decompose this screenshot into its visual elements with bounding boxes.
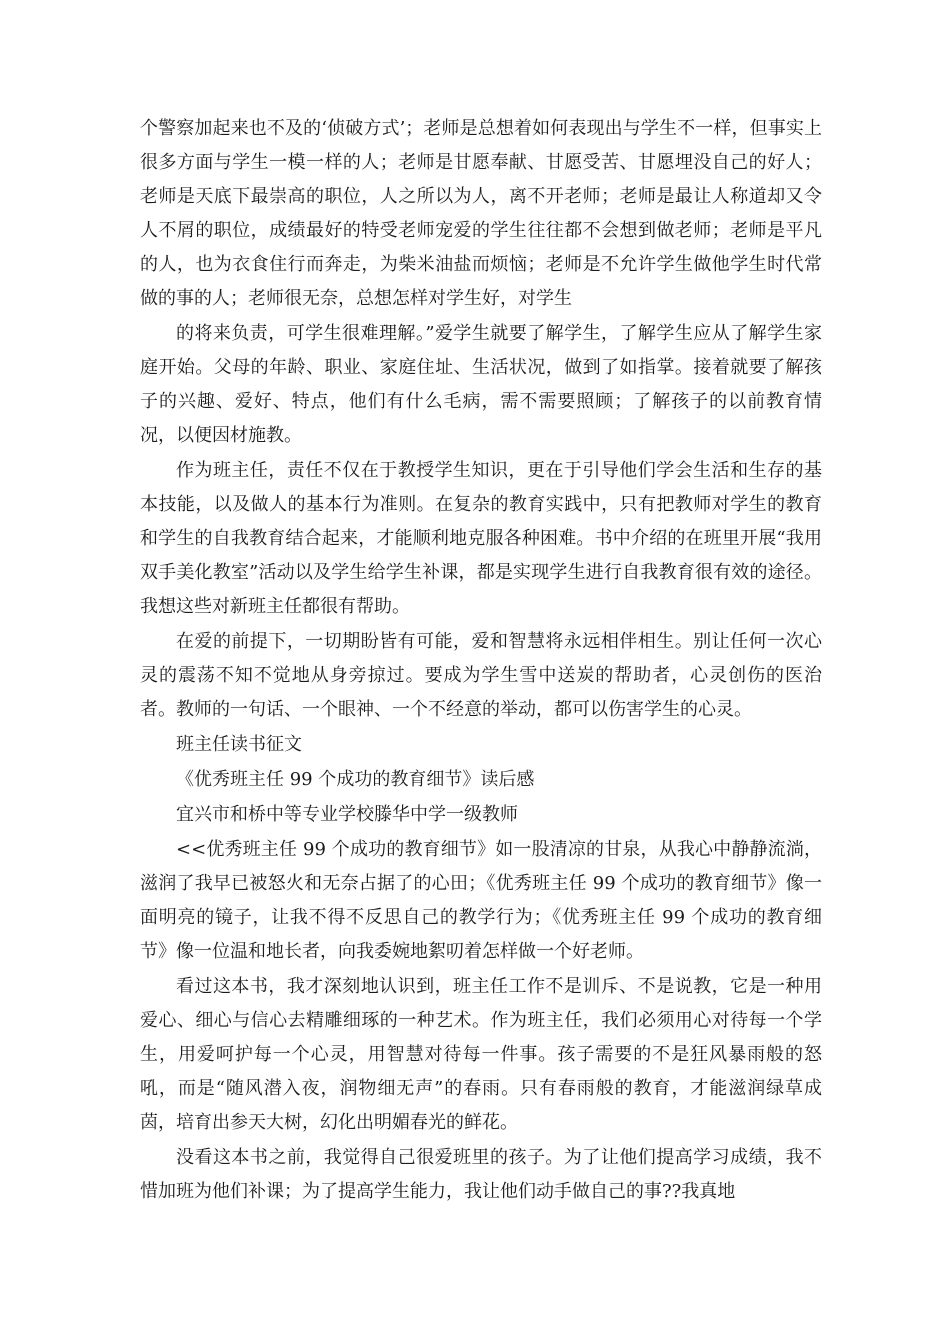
author-affiliation: 宜兴市和桥中等专业学校滕华中学一级教师 xyxy=(176,804,518,825)
document-body xyxy=(140,112,822,1210)
paragraph-1: 个警察加起来也不及的‘侦破方式’；老师是总想着如何表现出与学生不一样，但事实上很多方面与学生一模一样的人；老师是甘愿奉献、甘愿受苦、甘愿埋没自己的好人；老师是天底下最崇高的职位，人之所以为人，离不开老师；老师是最让人称道却又令人不屑的职位，成绩最好的特受老师宠爱的学生往往都不会想到做老师；老师是平凡的人，也为衣食住行而奔走，为柴米油盐而烦恼；老师是不允许学生做他学生时代常做的事的人；老师很无奈，总想怎样对学生好，对学生 xyxy=(140,118,822,309)
paragraph-3: 作为班主任，责任不仅在于教授学生知识，更在于引导他们学会生活和生存的基本技能，以及做人的基本行为准则。在复杂的教育实践中，只有把教师对学生的教育和学生的自我教育结合起来，才能顺利地克服各种困难。书中介绍的在班里开展“我用双手美化教室”活动以及学生给学生补课，都是实现学生进行自我教育很有效的途径。我想这些对新班主任都很有帮助。 xyxy=(140,460,822,617)
paragraph-2: 的将来负责，可学生很难理解。”爱学生就要了解学生，了解学生应从了解学生家庭开始。父母的年龄、职业、家庭住址、生活状况，做到了如指掌。接着就要了解孩子的兴趣、爱好、特点，他们有什么毛病，需不需要照顾；了解孩子的以前教育情况，以便因材施教。 xyxy=(140,323,822,446)
paragraph-5: <<优秀班主任 99 个成功的教育细节》如一股清凉的甘泉，从我心中静静流淌，滋润了我早已被怒火和无奈占据了的心田；《优秀班主任 99 个成功的教育细节》像一面明亮的镜子，让我不得不反思自己的教学行为；《优秀班主任 99 个成功的教育细节》像一位温和地长者，向我委婉地絮叨着怎样做一个好老师。 xyxy=(140,839,822,962)
essay-category-heading: 班主任读书征文 xyxy=(176,734,302,755)
paragraph-4: 在爱的前提下，一切期盼皆有可能，爱和智慧将永远相伴相生。别让任何一次心灵的震荡不知不觉地从身旁掠过。要成为学生雪中送炭的帮助者，心灵创伤的医治者。教师的一句话、一个眼神、一个不经意的举动，都可以伤害学生的心灵。 xyxy=(140,631,822,720)
paragraph-7: 没看这本书之前，我觉得自己很爱班里的孩子。为了让他们提高学习成绩，我不惜加班为他们补课；为了提高学生能力，我让他们动手做自己的事??我真地 xyxy=(140,1147,822,1202)
paragraph-6: 看过这本书，我才深刻地认识到，班主任工作不是训斥、不是说教，它是一种用爱心、细心与信心去精雕细琢的一种艺术。作为班主任，我们必须用心对待每一个学生，用爱呵护每一个心灵，用智慧对待每一件事。孩子需要的不是狂风暴雨般的怒吼，而是“随风潜入夜，润物细无声”的春雨。只有春雨般的教育，才能滋润绿草成茵，培育出参天大树，幻化出明媚春光的鲜花。 xyxy=(140,976,822,1133)
essay-title: 《优秀班主任 99 个成功的教育细节》读后感 xyxy=(176,769,535,790)
